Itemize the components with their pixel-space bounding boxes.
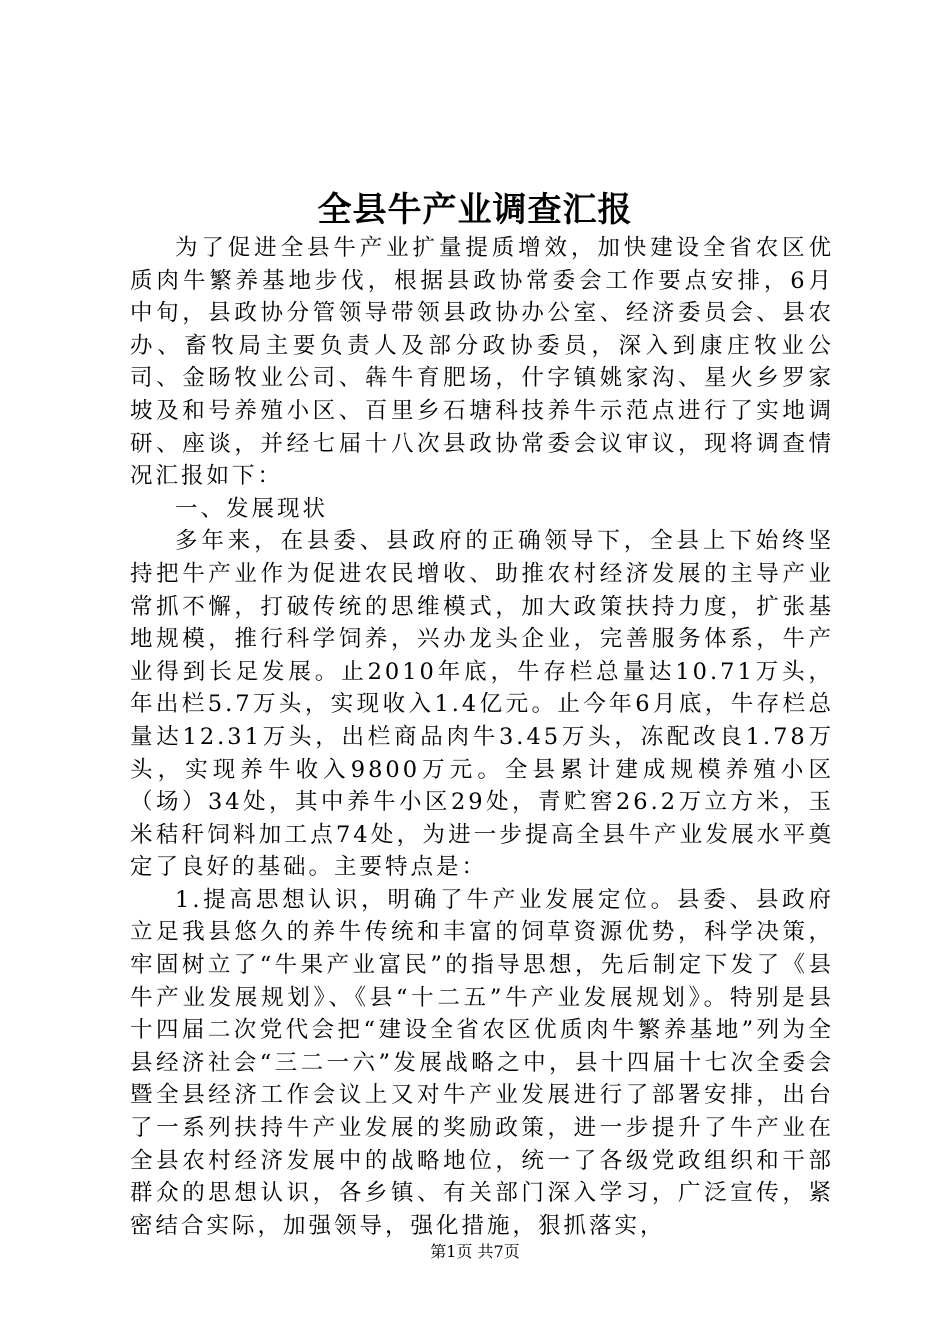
page-number-footer: 第1页 共7页 bbox=[430, 1242, 520, 1261]
point-1-paragraph: 1.提高思想认识，明确了牛产业发展定位。县委、县政府立足我县悠久的养牛传统和丰富的饲草资源优势，科学决策，牢固树立了“牛果产业富民”的指导思想，先后制定下发了《县牛产业发展规划》、《县“十二五”牛产业发展规划》。特别是县十四届二次党代会把“建设全省农区优质肉牛繁养基地”列为全县经济社会“三二一六”发展战略之中，县十四届十七次全委会暨全县经济工作会议上又对牛产业发展进行了部署安排，出台了一系列扶持牛产业发展的奖励政策，进一步提升了牛产业在全县农村经济发展中的战略地位，统一了各级党政组织和干部群众的思想认识，各乡镇、有关部门深入学习，广泛宣传，紧密结合实际，加强领导，强化措施，狠抓落实， bbox=[130, 886, 834, 1239]
intro-paragraph: 为了促进全县牛产业扩量提质增效，加快建设全省农区优质肉牛繁养基地步伐，根据县政协常委会工作要点安排，6月中旬，县政协分管领导带领县政协办公室、经济委员会、县农办、畜牧局主要负责人及部分政协委员，深入到康庄牧业公司、金旸牧业公司、犇牛育肥场，什字镇姚家沟、星火乡罗家坡及和号养殖小区、百里乡石塘科技养牛示范点进行了实地调研、座谈，并经七届十八次县政协常委会议审议，现将调查情况汇报如下： bbox=[130, 235, 834, 490]
document-title: 全县牛产业调查汇报 bbox=[317, 190, 633, 230]
status-paragraph: 多年来，在县委、县政府的正确领导下，全县上下始终坚持把牛产业作为促进农民增收、助推农村经济发展的主导产业常抓不懈，打破传统的思维模式，加大政策扶持力度，扩张基地规模，推行科学饲养，兴办龙头企业，完善服务体系，牛产业得到长足发展。止2010年底，牛存栏总量达10.71万头，年出栏5.7万头，实现收入1.4亿元。止今年6月底，牛存栏总量达12.31万头，出栏商品肉牛3.45万头，冻配改良1.78万头，实现养牛收入9800万元。全县累计建成规模养殖小区（场）34处，其中养牛小区29处，青贮窖26.2万立方米，玉米秸秆饲料加工点74处，为进一步提高全县牛产业发展水平奠定了良好的基础。主要特点是： bbox=[130, 528, 834, 881]
document-body bbox=[130, 232, 834, 1242]
section-heading: 一、发展现状 bbox=[175, 495, 329, 522]
